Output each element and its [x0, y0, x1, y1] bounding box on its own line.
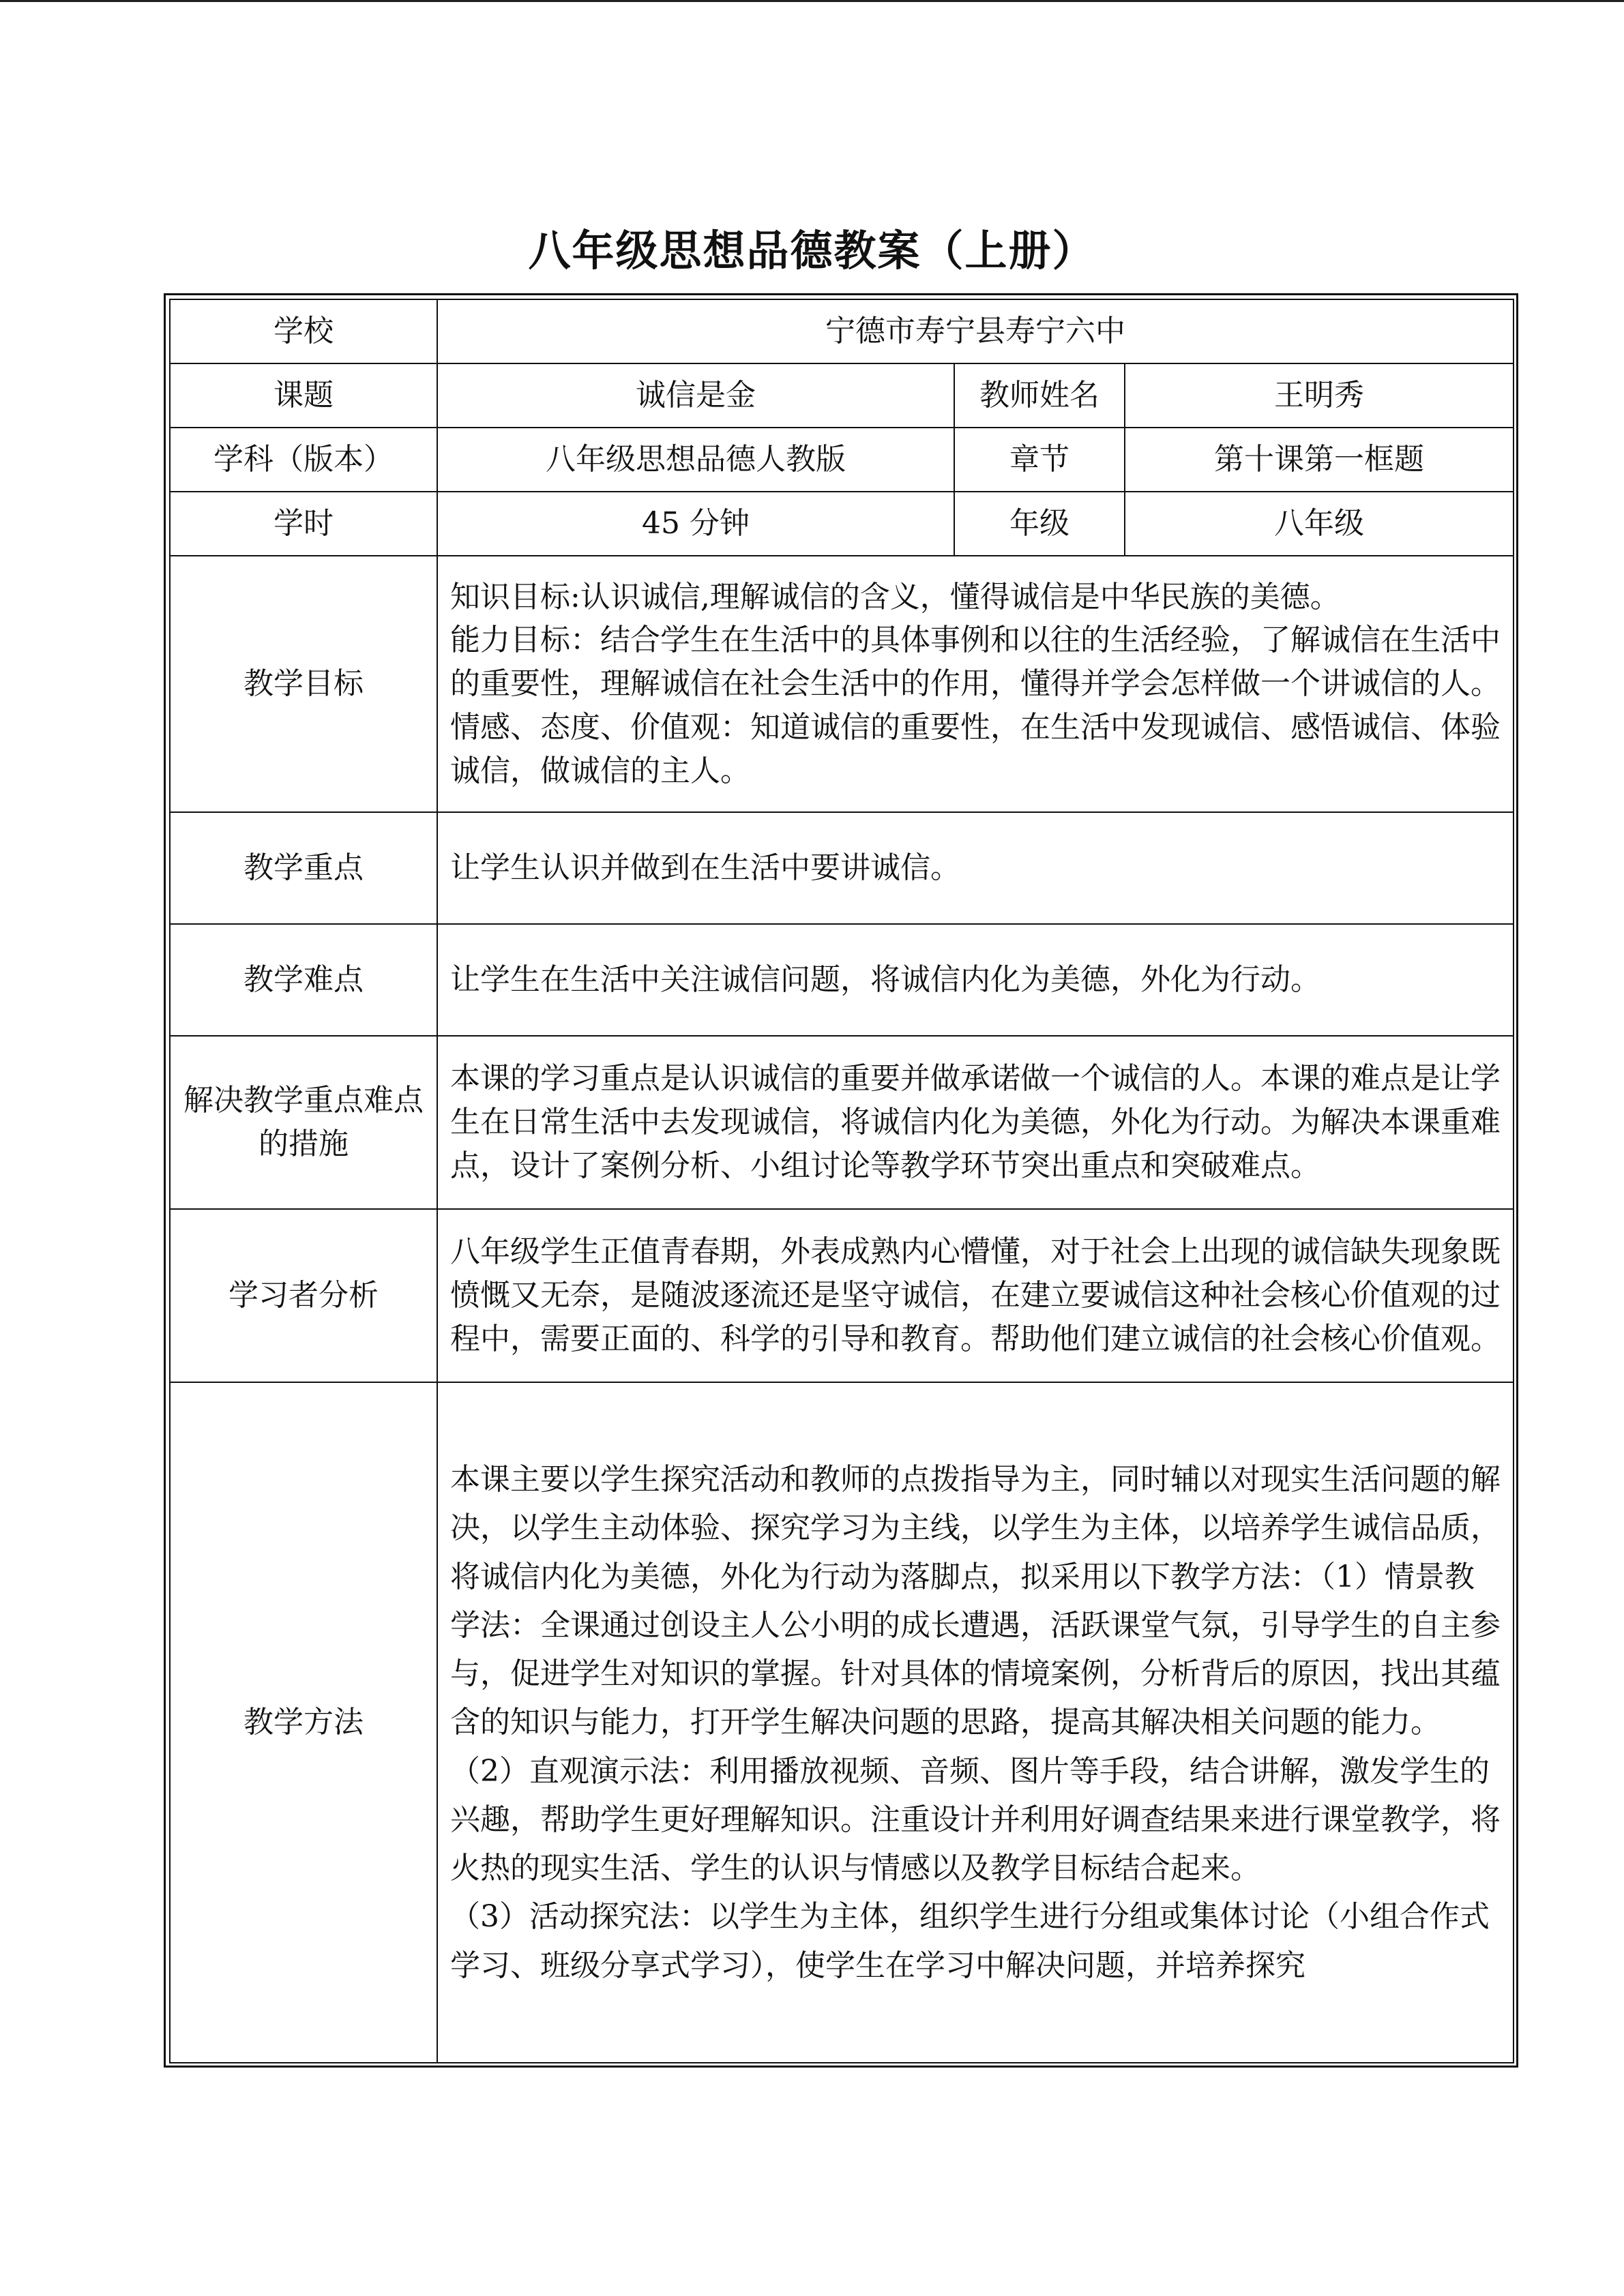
learners-label: 学习者分析 [170, 1209, 437, 1382]
method-paragraph: 本课主要以学生探究活动和教师的点拨指导为主，同时辅以对现实生活问题的解决，以学生主动体验、探究学习为主线，以学生为主体，以培养学生诚信品质，将诚信内化为美德，外化为行动为落脚点，拟采用以下教学方法：（1）情景教学法：全课通过创设主人公小明的成长遭遇，活跃课堂气氛，引导学生的自主参与，促进学生对知识的掌握。针对具体的情境案例，分析背后的原因，找出其蕴含的知识与能力，打开学生解决问题的思路，提高其解决相关问题的能力。 [450, 1462, 1501, 1740]
chapter-label: 章节 [954, 428, 1125, 492]
school-label: 学校 [170, 299, 437, 363]
table-row-methods [170, 1382, 1514, 2063]
methods-content [437, 1382, 1514, 2063]
topic-label: 课题 [170, 363, 437, 428]
table-row-key-points [170, 812, 1514, 924]
table-row-difficulties [170, 924, 1514, 1036]
method-paragraph: （2）直观演示法：利用播放视频、音频、图片等手段，结合讲解，激发学生的兴趣，帮助学生更好理解知识。注重设计并利用好调查结果来进行课堂教学，将火热的现实生活、学生的认识与情感以及教学目标结合起来。 [450, 1753, 1501, 1886]
table-row-school [170, 299, 1514, 363]
learners-text: 八年级学生正值青春期，外表成熟内心懵懂，对于社会上出现的诚信缺失现象既愤慨又无奈，是随波逐流还是坚守诚信，在建立要诚信这种社会核心价值观的过程中，需要正面的、科学的引导和教育。帮助他们建立诚信的社会核心价值观。 [437, 1209, 1514, 1382]
top-border-line [0, 0, 1624, 2]
goals-label: 教学目标 [170, 556, 437, 812]
hours-label: 学时 [170, 492, 437, 556]
topic-value: 诚信是金 [437, 363, 954, 428]
subject-value: 八年级思想品德人教版 [437, 428, 954, 492]
goal-knowledge: 知识目标:认识诚信,理解诚信的含义，懂得诚信是中华民族的美德。 [450, 579, 1340, 614]
grade-label: 年级 [954, 492, 1125, 556]
hours-value: 45 分钟 [437, 492, 954, 556]
subject-label: 学科（版本） [170, 428, 437, 492]
table-row-topic [170, 363, 1514, 428]
goals-content [437, 556, 1514, 812]
difficulties-label: 教学难点 [170, 924, 437, 1036]
table-row-learners [170, 1209, 1514, 1382]
school-value: 宁德市寿宁县寿宁六中 [437, 299, 1514, 363]
difficulties-text: 让学生在生活中关注诚信问题，将诚信内化为美德，外化为行动。 [437, 924, 1514, 1036]
goal-attitude: 情感、态度、价值观：知道诚信的重要性，在生活中发现诚信、感悟诚信、体验诚信，做诚信的主人。 [450, 709, 1501, 788]
table-row-hours [170, 492, 1514, 556]
lesson-plan-table [169, 299, 1514, 2063]
page-title: 八年级思想品德教案（上册） [528, 226, 1096, 275]
key-points-label: 教学重点 [170, 812, 437, 924]
chapter-value: 第十课第一框题 [1125, 428, 1514, 492]
measures-text: 本课的学习重点是认识诚信的重要并做承诺做一个诚信的人。本课的难点是让学生在日常生活中去发现诚信，将诚信内化为美德，外化为行动。为解决本课重难点，设计了案例分析、小组讨论等教学环节突出重点和突破难点。 [437, 1036, 1514, 1209]
teacher-label: 教师姓名 [954, 363, 1125, 428]
key-points-text: 让学生认识并做到在生活中要讲诚信。 [437, 812, 1514, 924]
methods-label: 教学方法 [170, 1382, 437, 2063]
goal-ability: 能力目标：结合学生在生活中的具体事例和以往的生活经验，了解诚信在生活中的重要性，理解诚信在社会生活中的作用，懂得并学会怎样做一个讲诚信的人。 [450, 623, 1501, 702]
teacher-value: 王明秀 [1125, 363, 1514, 428]
method-paragraph: （3）活动探究法：以学生为主体，组织学生进行分组或集体讨论（小组合作式学习、班级分享式学习），使学生在学习中解决问题，并培养探究 [450, 1899, 1490, 1983]
table-row-goals [170, 556, 1514, 812]
measures-label: 解决教学重点难点的措施 [170, 1036, 437, 1209]
table-row-subject [170, 428, 1514, 492]
table-row-measures [170, 1036, 1514, 1209]
grade-value: 八年级 [1125, 492, 1514, 556]
